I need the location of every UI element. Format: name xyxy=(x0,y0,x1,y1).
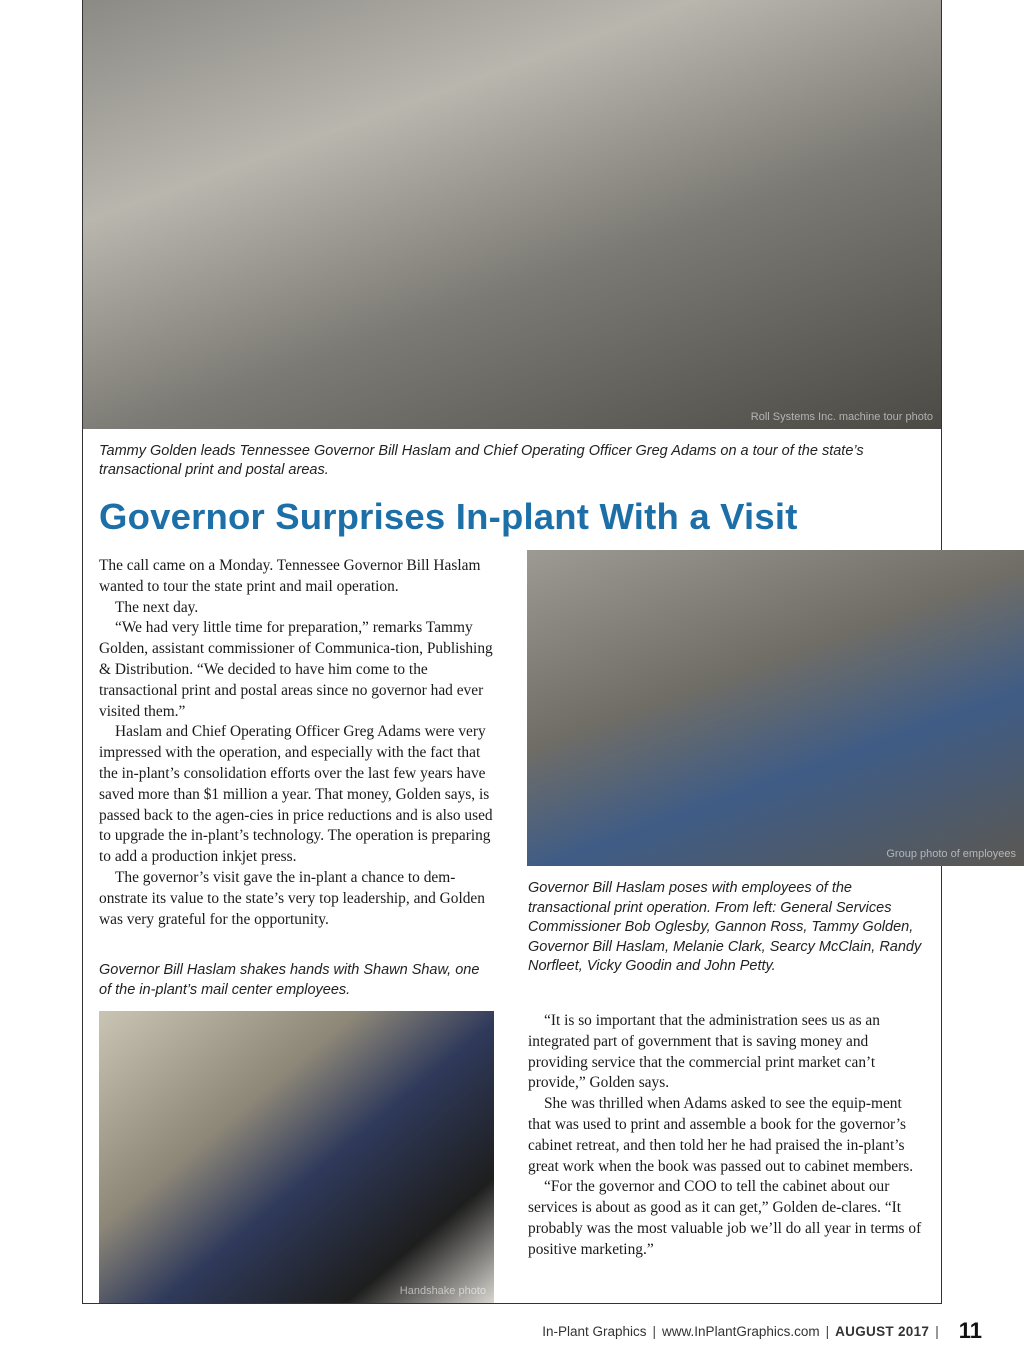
left-column-text xyxy=(99,556,495,930)
footer-month: AUGUST 2017 xyxy=(835,1323,930,1339)
article-headline: Governor Surprises In-plant With a Visit xyxy=(99,496,798,537)
handshake-photo-caption: Governor Bill Haslam shakes hands with Shawn Shaw, one of the in-plant’s mail center employees. xyxy=(99,962,480,998)
page-number: 11 xyxy=(958,1318,982,1343)
group-photo-label: Group photo of employees xyxy=(886,848,1016,860)
group-photo xyxy=(527,550,1024,866)
footer-website: www.InPlantGraphics.com xyxy=(662,1323,820,1339)
page-footer xyxy=(542,1316,982,1346)
paragraph: The governor’s visit gave the in-plant a chance to dem-onstrate its value to the state’s very top leadership, and Golden was very grateful for the opportunity. xyxy=(99,868,485,928)
paragraph: She was thrilled when Adams asked to see the equip-ment that was used to print and assemble a book for the governor’s cabinet retreat, and then told her he had praised the in-plant’s great work when the book was passed out to cabinet members. xyxy=(528,1095,914,1175)
paragraph: “For the governor and COO to tell the cabinet about our services is about as good as it can get,” Golden de-clares. “It probably was the most valuable job we’ll do all year in terms of positive marketing.” xyxy=(528,1178,922,1258)
footer-separator: | xyxy=(935,1323,939,1339)
tour-photo xyxy=(83,0,941,429)
handshake-photo-label: Handshake photo xyxy=(399,1285,486,1297)
group-photo-caption: Governor Bill Haslam poses with employees of the transactional print operation. From left: General Services Commissioner Bob Oglesby, Gannon Ross, Tammy Golden, Governor Bill Haslam, Melanie Clark, Searcy McClain, Randy Norfleet, Vicky Goodin and John Petty. xyxy=(528,880,922,974)
paragraph: The call came on a Monday. Tennessee Governor Bill Haslam wanted to tour the state print and mail operation. xyxy=(99,557,481,595)
footer-separator: | xyxy=(825,1323,830,1339)
top-photo-caption: Tammy Golden leads Tennessee Governor Bill Haslam and Chief Operating Officer Greg Adams on a tour of the state’s transactional print and postal areas. xyxy=(99,443,864,478)
footer-separator: | xyxy=(652,1323,657,1339)
paragraph: “It is so important that the administration sees us as an integrated part of government that is saving money and providing service that the commercial print market can’t provide,” Golden says. xyxy=(528,1012,880,1092)
paragraph: “We had very little time for preparation,” remarks Tammy Golden, assistant commissioner of Communica-tion, Publishing & Distribution. “We decided to have him come to the transactional print and postal areas since no governor had ever visited them.” xyxy=(99,619,493,720)
right-column-text xyxy=(528,1011,925,1261)
tour-photo-label: Roll Systems Inc. machine tour photo xyxy=(750,411,933,423)
handshake-photo xyxy=(99,1011,494,1303)
footer-publication: In-Plant Graphics xyxy=(542,1323,647,1339)
paragraph: The next day. xyxy=(115,598,199,616)
paragraph: Haslam and Chief Operating Officer Greg Adams were very impressed with the operation, and especially with the fact that the in-plant’s consolidation efforts over the last few years have saved more than $1 million a year. That money, Golden says, is passed back to the agen-cies in price reductions and is also used to upgrade the in-plant’s technology. The operation is preparing to add a production inkjet press. xyxy=(99,723,493,866)
